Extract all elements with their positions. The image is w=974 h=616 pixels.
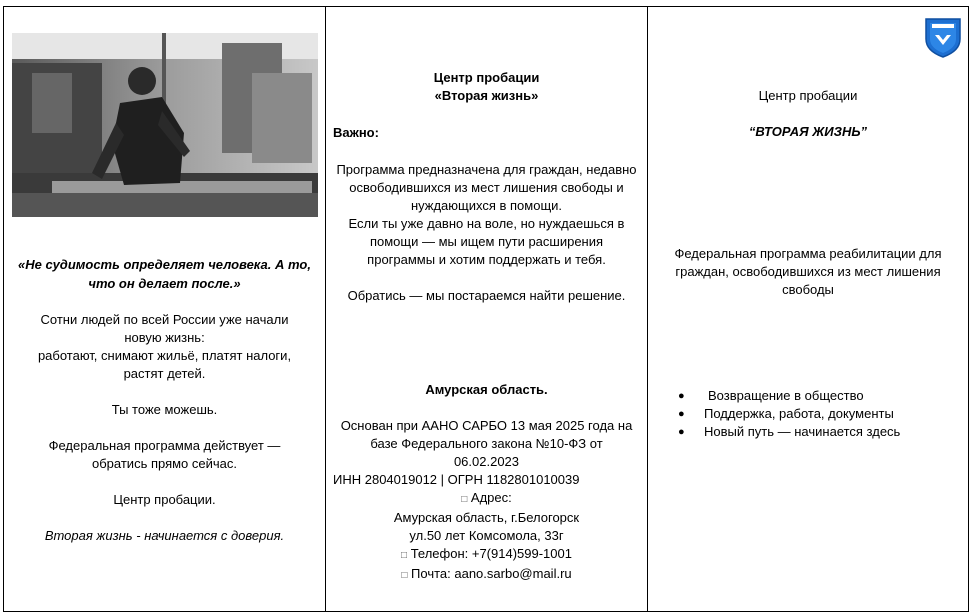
phone-row <box>330 545 643 565</box>
column-left <box>4 7 326 611</box>
workshop-photo <box>12 33 318 217</box>
list-item-label: Поддержка, работа, документы <box>704 406 894 421</box>
phone: Телефон: +7(914)599-1001 <box>410 546 572 561</box>
program-title: “ВТОРАЯ ЖИЗНЬ” <box>748 124 868 139</box>
list-item-label: Новый путь — начинается здесь <box>704 424 901 439</box>
slogan: Вторая жизнь - начинается с доверия. <box>44 528 285 543</box>
intro-line: Сотни людей по всей России уже начали новую жизнь: <box>40 312 289 345</box>
column-right <box>648 7 968 611</box>
intro-line: Центр пробации. <box>113 492 216 507</box>
email: Почта: aano.sarbo@mail.ru <box>411 566 572 581</box>
list-item <box>678 423 958 441</box>
list-item-label: Возвращение в общество <box>708 388 864 403</box>
center-title-line: «Вторая жизнь» <box>434 88 539 103</box>
box-icon: □ <box>401 550 408 561</box>
program-text: Обратись — мы постараемся найти решение. <box>347 288 626 303</box>
intro-line: работают, снимают жильё, платят налоги, растят детей. <box>37 348 292 381</box>
address-line: ул.50 лет Комсомола, 33г <box>409 528 564 543</box>
address-line: Амурская область, г.Белогорск <box>393 510 580 525</box>
intro-line: Федеральная программа действует — обратись прямо сейчас. <box>48 438 281 471</box>
column-middle <box>326 7 648 611</box>
address-label: Адрес: <box>470 490 512 505</box>
founded-text: Основан при ААНО САРБО 13 мая 2025 года на базе Федерального закона №10-ФЗ от 06.02.2023 <box>340 418 633 469</box>
email-row <box>330 565 643 585</box>
program-description <box>326 161 647 305</box>
address-label-row <box>330 489 643 509</box>
program-text: Программа предназначена для граждан, недавно освободившихся из мест лишения свободы и нуждающихся в помощи. <box>336 162 637 213</box>
list-item <box>678 387 958 405</box>
list-item <box>678 405 958 423</box>
program-text: Если ты уже давно на воле, но нуждаешься в помощи — мы ищем пути расширения программы и хотим поддержать и тебя. <box>348 216 625 267</box>
center-title-line: Центр пробации <box>433 70 540 85</box>
program-summary: Федеральная программа реабилитации для граждан, освободившихся из мест лишения свободы <box>674 246 942 297</box>
intro-text <box>4 311 325 545</box>
inn-text: ИНН 2804019012 | ОГРН 1182801010039 <box>333 472 580 487</box>
intro-line: Ты тоже можешь. <box>111 402 218 417</box>
region: Амурская область. <box>425 382 548 397</box>
shield-logo-icon <box>924 15 962 59</box>
benefits-list <box>678 387 958 441</box>
important-label: Важно: <box>333 125 379 140</box>
center-name: Центр пробации <box>758 88 858 103</box>
box-icon: □ <box>401 570 408 581</box>
box-icon: □ <box>461 494 468 505</box>
brochure-sheet <box>3 6 969 612</box>
organization-info <box>326 417 647 585</box>
center-title <box>326 69 647 105</box>
quote: «Не судимость определяет человека. А то, что он делает после.» <box>18 257 311 291</box>
